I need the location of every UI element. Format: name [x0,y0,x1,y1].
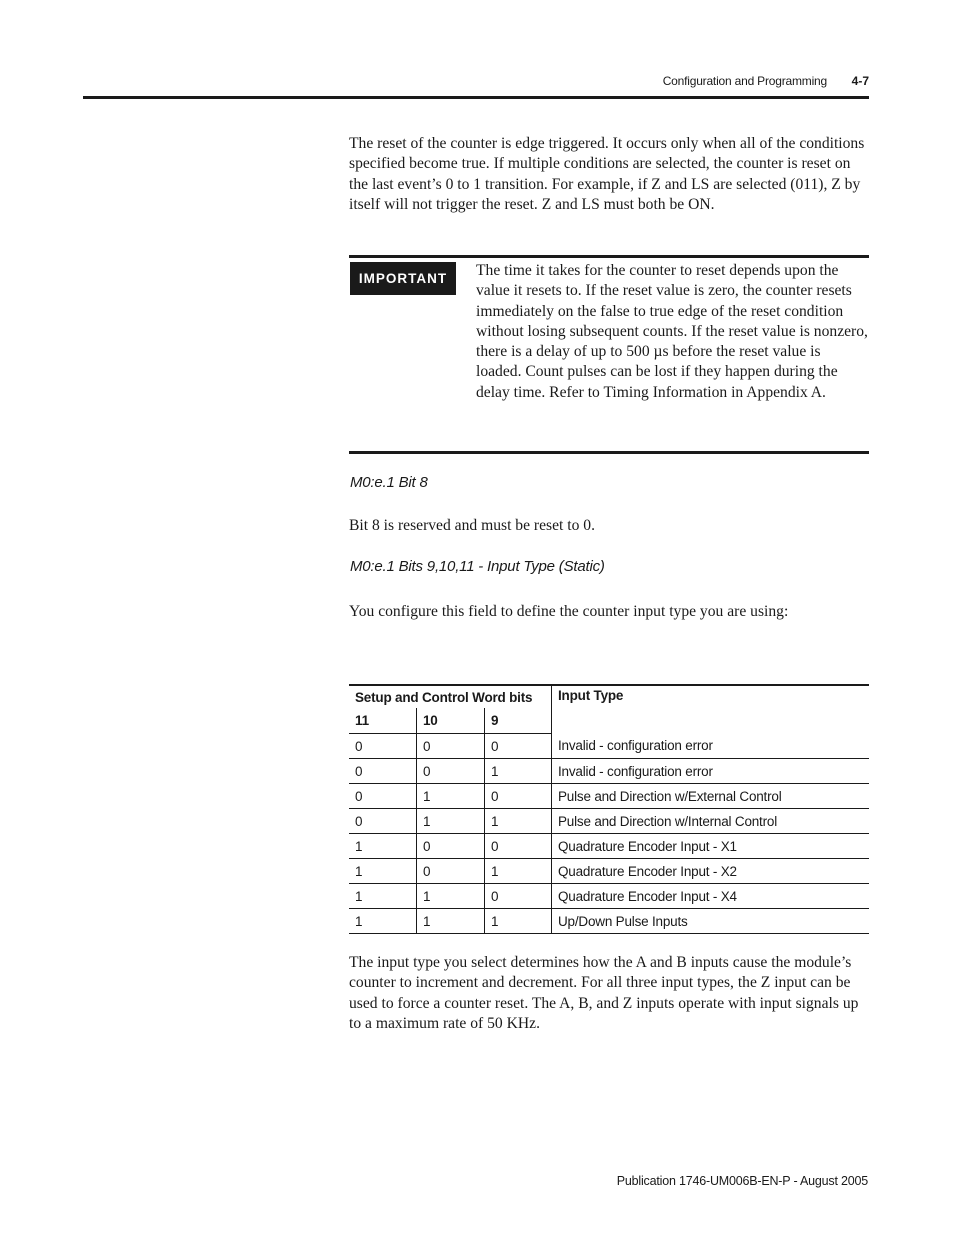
table-cell-bit10: 1 [417,909,485,934]
table-cell-input-type: Up/Down Pulse Inputs [552,909,870,934]
table-row [349,759,869,784]
table-cell-bit9: 0 [485,784,552,809]
table-cell-bit9: 1 [485,759,552,784]
important-top-rule [349,255,869,258]
table-row [349,859,869,884]
table-cell-bit9: 1 [485,859,552,884]
table-cell-bit10: 0 [417,859,485,884]
table-cell-bit10: 1 [417,884,485,909]
table-cell-bit10: 0 [417,834,485,859]
table-cell-bit11: 1 [349,859,417,884]
table-group-header: Setup and Control Word bits [349,685,552,708]
paragraph-bit8: Bit 8 is reserved and must be reset to 0. [349,517,595,534]
table-cell-bit11: 1 [349,909,417,934]
table-cell-bit10: 1 [417,784,485,809]
table-row [349,834,869,859]
table-cell-bit11: 0 [349,809,417,834]
table-row [349,809,869,834]
table-cell-input-type: Pulse and Direction w/External Control [552,784,870,809]
table-cell-bit11: 1 [349,884,417,909]
important-label: IMPORTANT [350,262,456,295]
table-bit-header: 9 [485,708,552,734]
table-cell-bit9: 0 [485,884,552,909]
table-row [349,734,869,759]
table-bit-header: 11 [349,708,417,734]
table-cell-bit11: 1 [349,834,417,859]
header-rule [83,96,869,99]
paragraph-input-type-description: The input type you select determines how the A and B inputs cause the module’s counter to increment and decrement. For all three input types, the Z input can be used to force a counter reset. The A, B, and Z inputs operate with input signals up to a maximum rate of 50 KHz. [349,954,859,1032]
input-type-table [349,684,869,934]
important-bottom-rule [349,451,869,454]
table-cell-bit11: 0 [349,784,417,809]
table-row [349,909,869,934]
table-cell-input-type: Invalid - configuration error [552,759,870,784]
heading-input-type: M0:e.1 Bits 9,10,11 - Input Type (Static) [350,558,605,575]
table-cell-bit11: 0 [349,759,417,784]
paragraph-configure-field: You configure this field to define the counter input type you are using: [349,603,789,620]
footer-publication: Publication 1746-UM006B-EN-P - August 2005 [616,1174,868,1188]
heading-bit8: M0:e.1 Bit 8 [350,474,428,491]
table-cell-input-type: Invalid - configuration error [552,734,870,759]
important-text: The time it takes for the counter to reset depends upon the value it resets to. If the reset value is zero, the counter resets immediately on the false to true edge of the reset condition without losing subsequent counts. If the reset value is nonzero, there is a delay of up to 500 µs before the reset value is loaded. Count pulses can be lost if they happen during the delay time. Refer to Timing Information in Appendix A. [476,262,868,401]
table-cell-input-type: Quadrature Encoder Input - X2 [552,859,870,884]
table-cell-bit9: 1 [485,909,552,934]
running-header-title: Configuration and Programming [662,74,827,88]
table-cell-bit11: 0 [349,734,417,759]
table-bit-header: 10 [417,708,485,734]
table-cell-input-type: Quadrature Encoder Input - X4 [552,884,870,909]
table-row [349,884,869,909]
table-cell-bit9: 0 [485,834,552,859]
table-row [349,784,869,809]
table-cell-bit10: 0 [417,759,485,784]
table-cell-input-type: Quadrature Encoder Input - X1 [552,834,870,859]
table-cell-bit9: 0 [485,734,552,759]
table-cell-bit10: 1 [417,809,485,834]
table-cell-bit9: 1 [485,809,552,834]
table-cell-input-type: Pulse and Direction w/Internal Control [552,809,870,834]
table-input-type-header: Input Type [552,685,870,734]
table-cell-bit10: 0 [417,734,485,759]
page-number: 4-7 [851,74,869,88]
paragraph-reset-edge: The reset of the counter is edge triggered. It occurs only when all of the conditions specified become true. If multiple conditions are selected, the counter is reset on the last event’s 0 to 1 transition. For example, if Z and LS are selected (011), Z by itself will not trigger the reset. Z and LS must both be ON. [349,135,865,213]
